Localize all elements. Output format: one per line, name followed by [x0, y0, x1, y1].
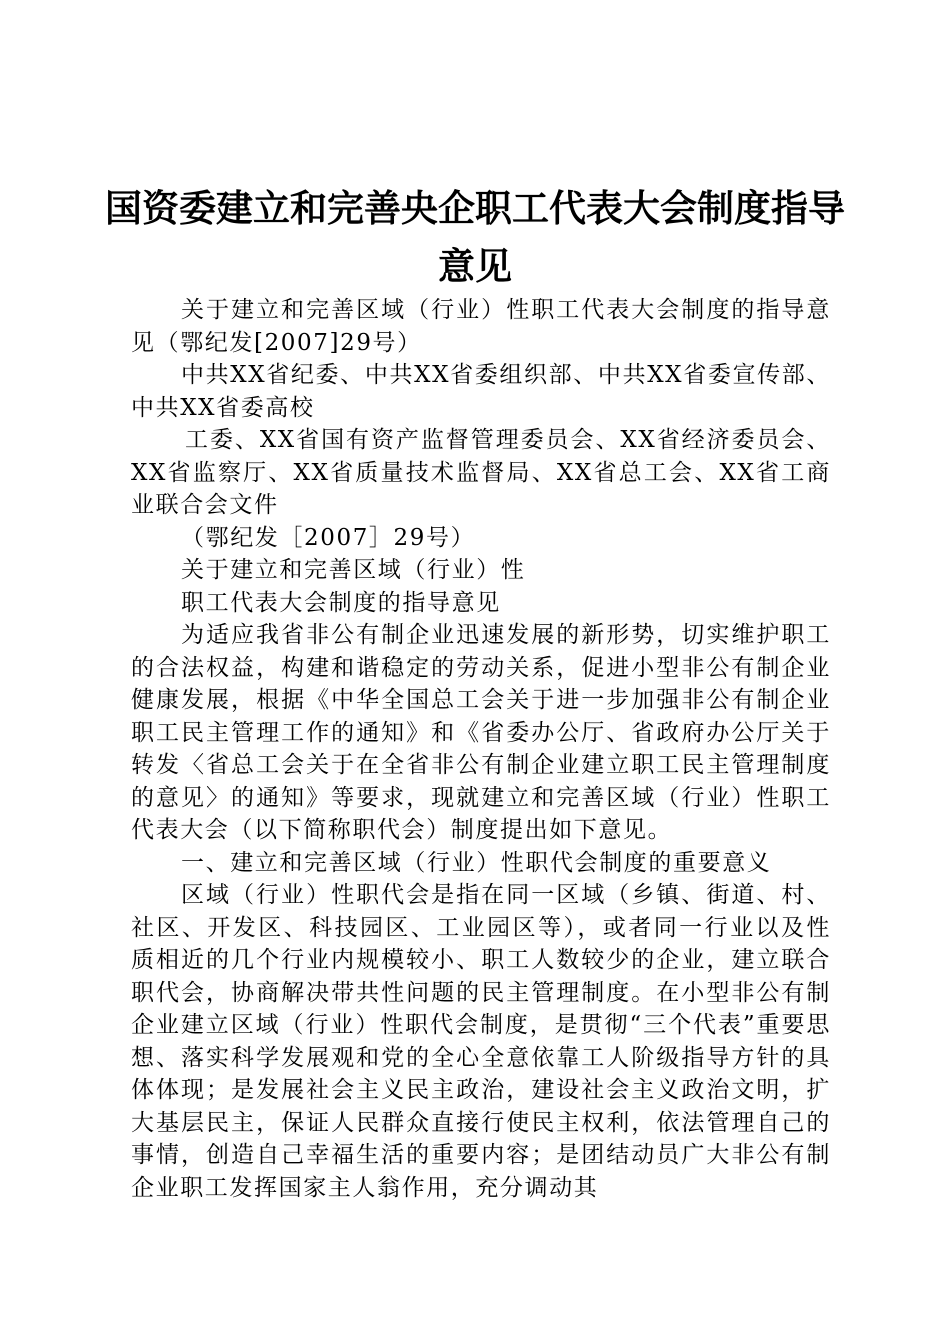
- paragraph-subtitle-2: 职工代表大会制度的指导意见: [181, 589, 501, 616]
- paragraph-heading-intro: 关于建立和完善区域（行业）性职工代表大会制度的指导意见（鄂纪发[2007]29号）: [131, 297, 831, 356]
- paragraph-section-1: 区域（行业）性职代会是指在同一区域（乡镇、街道、村、社区、开发区、科技园区、工业园区等），或者同一行业以及性质相近的几个行业内规模较小、职工人数较少的企业，建立联合职代会，协商解决带共性问题的民主管理制度。在小型非公有制企业建立区域（行业）性职代会制度，是贯彻“三个代表”重要思想、落实科学发展观和党的全心全意依靠工人阶级指导方针的具体体现；是发展社会主义民主政治，建设社会主义政治文明，扩大基层民主，保证人民群众直接行使民主权利，依法管理自己的事情，创造自己幸福生活的重要内容；是团结动员广大非公有制企业职工发挥国家主人翁作用，充分调动其: [131, 882, 831, 1201]
- document-title-line-1: 国资委建立和完善央企职工代表大会制度指导: [105, 186, 845, 230]
- paragraph-doc-number: （鄂纪发［2007］29号）: [181, 524, 476, 551]
- document-body: [131, 294, 831, 1204]
- paragraph-preamble: 为适应我省非公有制企业迅速发展的新形势，切实维护职工的合法权益，构建和谐稳定的劳动关系，促进小型非公有制企业健康发展，根据《中华全国总工会关于进一步加强非公有制企业职工民主管理工作的通知》和《省委办公厅、省政府办公厅关于转发〈省总工会关于在全省非公有制企业建立职工民主管理制度的意见〉的通知》等要求，现就建立和完善区域（行业）性职工代表大会（以下简称职代会）制度提出如下意见。: [131, 622, 831, 843]
- paragraph-subtitle-1: 关于建立和完善区域（行业）性: [181, 557, 526, 583]
- section-heading-1: 一、建立和完善区域（行业）性职代会制度的重要意义: [181, 849, 772, 876]
- paragraph-issuers-2: 工委、XX省国有资产监督管理委员会、XX省经济委员会、XX省监察厅、XX省质量技术监督局、XX省总工会、XX省工商业联合会文件: [131, 427, 831, 518]
- paragraph-issuers-1: 中共XX省纪委、中共XX省委组织部、中共XX省委宣传部、中共XX省委高校: [131, 362, 831, 421]
- document-title-line-2: 意见: [438, 244, 512, 288]
